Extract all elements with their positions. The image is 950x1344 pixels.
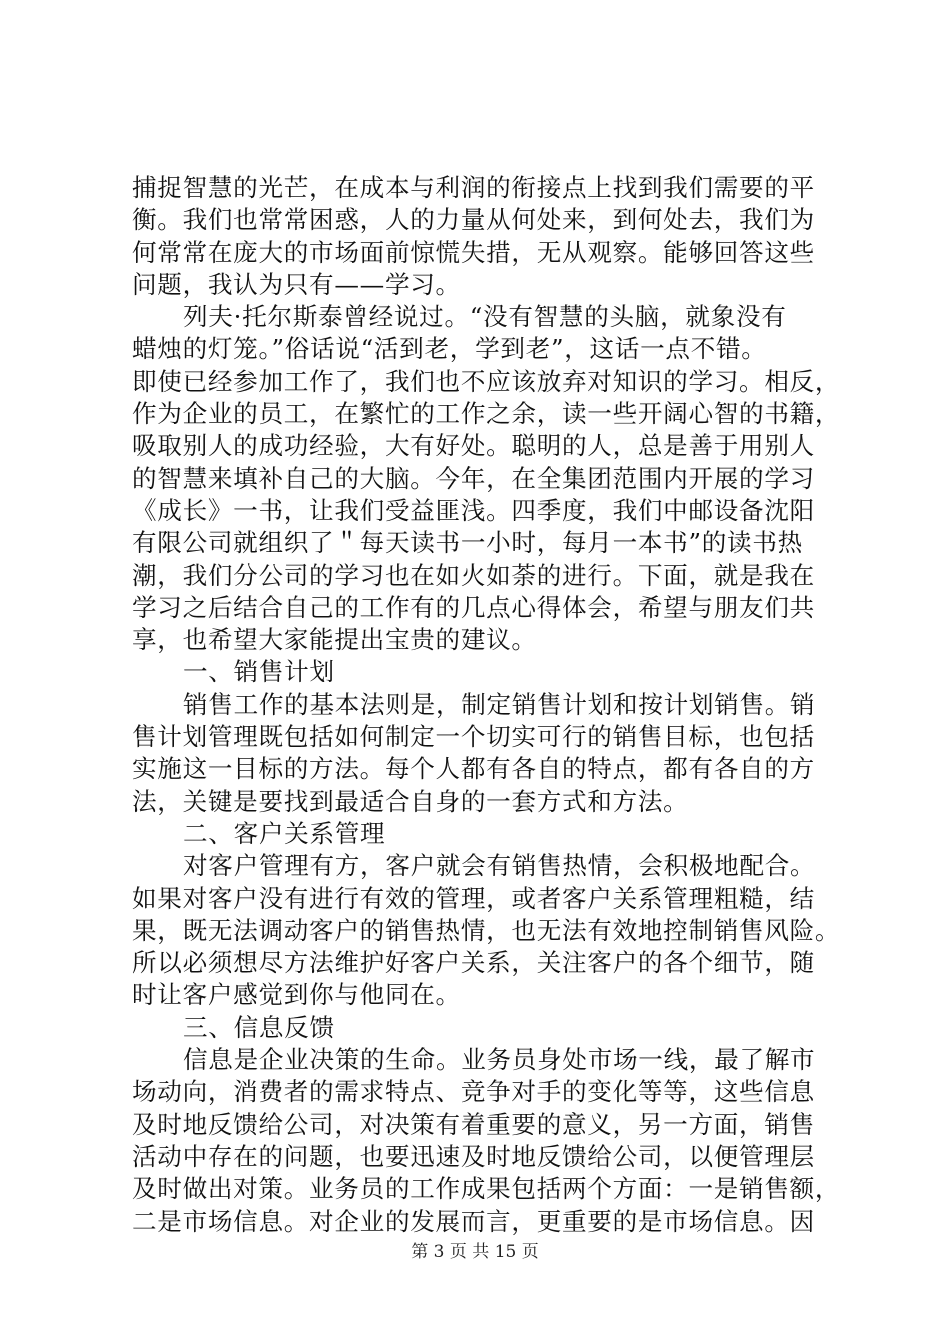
text-line: 列夫·托尔斯泰曾经说过。“没有智慧的头脑，就象没有 <box>183 302 787 332</box>
text-line: 吸取别人的成功经验，大有好处。聪明的人，总是善于用别人 <box>132 431 815 461</box>
text-line: 有限公司就组织了＂每天读书一小时，每月一本书”的读书热 <box>132 528 803 558</box>
text-line: 所以必须想尽方法维护好客户关系，关注客户的各个细节，随 <box>132 948 815 978</box>
text-line: 衡。我们也常常困惑，人的力量从何处来，到何处去，我们为 <box>132 205 815 235</box>
text-line: 二是市场信息。对企业的发展而言，更重要的是市场信息。因 <box>132 1206 815 1236</box>
text-line: 法，关键是要找到最适合自身的一套方式和方法。 <box>132 786 689 816</box>
text-line: 学习之后结合自己的工作有的几点心得体会，希望与朋友们共 <box>132 592 815 622</box>
text-line: 及时地反馈给公司，对决策有着重要的意义，另一方面，销售 <box>132 1109 815 1139</box>
text-line: 三、信息反馈 <box>183 1012 335 1042</box>
text-line: 时让客户感觉到你与他同在。 <box>132 980 461 1010</box>
text-line: 活动中存在的问题，也要迅速及时地反馈给公司，以便管理层 <box>132 1141 815 1171</box>
text-line: 场动向，消费者的需求特点、竞争对手的变化等等，这些信息 <box>132 1077 815 1107</box>
text-line: 果，既无法调动客户的销售热情，也无法有效地控制销售风险。 <box>132 915 841 945</box>
page-footer: 第 3 页 共 15 页 <box>411 1242 539 1262</box>
text-line: 捕捉智慧的光芒，在成本与利润的衔接点上找到我们需要的平 <box>132 173 815 202</box>
text-line: 二、客户关系管理 <box>183 818 386 848</box>
text-line: 蜡烛的灯笼。”俗话说“活到老，学到老”，这话一点不错。 <box>132 334 767 364</box>
text-line: 享，也希望大家能提出宝贵的建议。 <box>132 625 537 655</box>
text-line: 对客户管理有方，客户就会有销售热情，会积极地配合。 <box>183 851 816 881</box>
document-body <box>132 172 841 1238</box>
text-line: 潮，我们分公司的学习也在如火如荼的进行。下面，就是我在 <box>132 560 815 590</box>
text-line: 售计划管理既包括如何制定一个切实可行的销售目标，也包括 <box>132 722 815 752</box>
text-line: 如果对客户没有进行有效的管理，或者客户关系管理粗糙，结 <box>132 883 815 913</box>
text-line: 作为企业的员工，在繁忙的工作之余，读一些开阔心智的书籍， <box>132 399 841 429</box>
text-line: 一、销售计划 <box>183 657 335 687</box>
text-line: 何常常在庞大的市场面前惊慌失措，无从观察。能够回答这些 <box>132 237 815 267</box>
text-line: 销售工作的基本法则是，制定销售计划和按计划销售。销 <box>183 689 816 719</box>
text-line: 实施这一目标的方法。每个人都有各自的特点，都有各自的方 <box>132 754 815 784</box>
text-line: 的智慧来填补自己的大脑。今年，在全集团范围内开展的学习 <box>132 463 815 493</box>
text-line: 及时做出对策。业务员的工作成果包括两个方面：一是销售额， <box>132 1174 841 1204</box>
text-line: 问题，我认为只有——学习。 <box>132 269 461 299</box>
text-line: 信息是企业决策的生命。业务员身处市场一线，最了解市 <box>183 1045 816 1075</box>
text-line: 即使已经参加工作了，我们也不应该放弃对知识的学习。相反， <box>132 366 841 396</box>
text-line: 《成长》一书，让我们受益匪浅。四季度，我们中邮设备沈阳 <box>132 495 815 525</box>
